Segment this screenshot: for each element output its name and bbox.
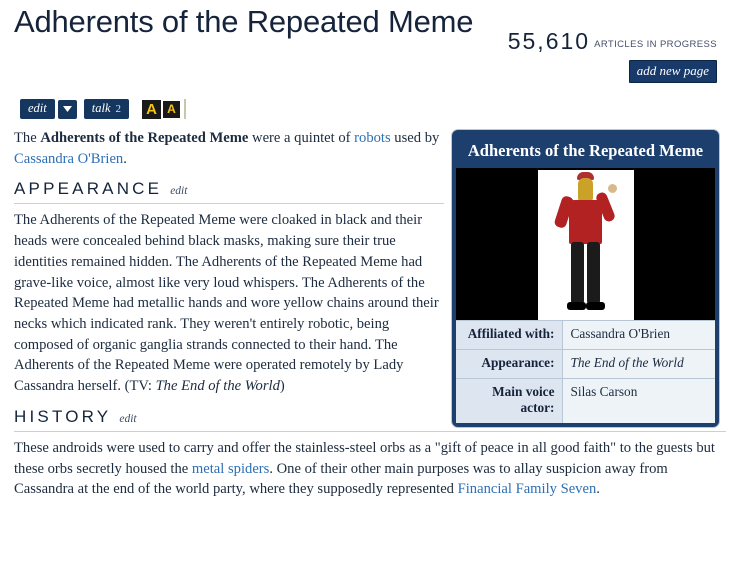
lead-paragraph [14,128,444,169]
article-counter [508,28,717,83]
article-text-column [14,128,444,397]
appearance-paragraph [14,210,444,396]
lead-bold-term: Adherents of the Repeated Meme [40,130,249,146]
infobox-label-affiliated: Affiliated with: [456,321,562,350]
appearance-paragraph-text: The Adherents of the Repeated Meme were cloaked in black and their heads were concealed behind black masks, making sure their true identities remained hidden. The Adherents of the Repeated Meme had grave-like voice, almost like very loud whispers. The Adherents of the Repeated Meme had metallic hands and wore yellow chains around their necks which indicated rank. They weren't entirely robotic, being composed of organic ganglia strands connected to their hand. The Adherents of the Repeated Meme were operated remotely by Lady Cassandra herself. (TV: [14,212,439,395]
section-heading-history-text: HISTORY [14,406,112,426]
infobox-value-affiliated: Cassandra O'Brien [562,321,715,350]
lead-part1: The [14,130,41,146]
section-heading-appearance [14,179,444,204]
figure-left-leg [571,242,584,304]
history-part3: . [596,481,600,498]
add-new-page-button[interactable]: add new page [629,60,717,83]
lead-part2: were a quintet of [248,130,355,146]
appearance-citation-close: ) [279,378,285,395]
infobox-title: Adherents of the Repeated Meme [456,134,715,168]
figure-raised-hand [608,184,617,193]
figure-torso [569,200,602,244]
link-metal-spiders[interactable]: metal spiders [191,460,270,477]
figure-illustration [538,170,634,320]
infobox-table [456,320,715,422]
figure-right-shoe [586,302,605,310]
section-heading-appearance-text: APPEARANCE [14,179,163,199]
lead-part3: used by [390,130,440,146]
history-part1: These androids were used to carry and offer the stainless-steel orbs as a "gift of peace in all good faith" to the guests but these orbs secretly housed the [14,439,715,477]
link-robots[interactable]: robots [354,130,391,146]
section-edit-link-history[interactable]: edit [119,412,137,425]
history-part2: . One of their other main purposes was to allay suspicion away from Cassandra at the end of the world party, where they supposedly represented [14,460,668,498]
lead-part4: . [123,150,127,167]
tab-talk-count: 2 [115,102,121,115]
history-paragraph [14,438,726,500]
font-size-control [142,99,186,119]
table-row [456,378,715,423]
tab-talk-label: talk [91,101,111,115]
link-cassandra-obrien[interactable]: Cassandra O'Brien [14,150,124,167]
increase-font-button[interactable]: A [142,100,161,119]
page-header [14,0,727,92]
tab-talk[interactable] [84,99,129,119]
table-row [456,321,715,350]
article-count-number: 55,610 [507,28,591,54]
infobox-value-appearance-text: The End of the World [570,355,684,371]
infobox-value-voice-actor: Silas Carson [562,378,715,423]
figure-right-leg [587,242,600,304]
figure-left-shoe [567,302,586,310]
article-count-label: ARTICLES IN PROGRESS [594,39,717,50]
figure-head [578,178,593,202]
section-edit-link-appearance[interactable]: edit [170,185,188,198]
infobox [452,130,719,427]
article-content [14,128,727,500]
infobox-value-appearance [562,350,715,379]
chevron-down-icon[interactable] [58,100,77,119]
table-row [456,350,715,379]
decrease-font-button[interactable]: A [163,101,180,118]
tab-edit-label: edit [28,101,47,115]
link-financial-family-seven[interactable]: Financial Family Seven [457,481,597,498]
adherents-figure-image [456,168,715,320]
page-title: Adherents of the Repeated Meme [14,4,474,39]
tab-edit[interactable] [20,99,55,119]
article-toolbar [20,98,727,120]
infobox-label-appearance: Appearance: [456,350,562,379]
infobox-label-voice-actor: Main voice actor: [456,378,562,423]
appearance-citation-title: The End of the World [155,378,280,395]
